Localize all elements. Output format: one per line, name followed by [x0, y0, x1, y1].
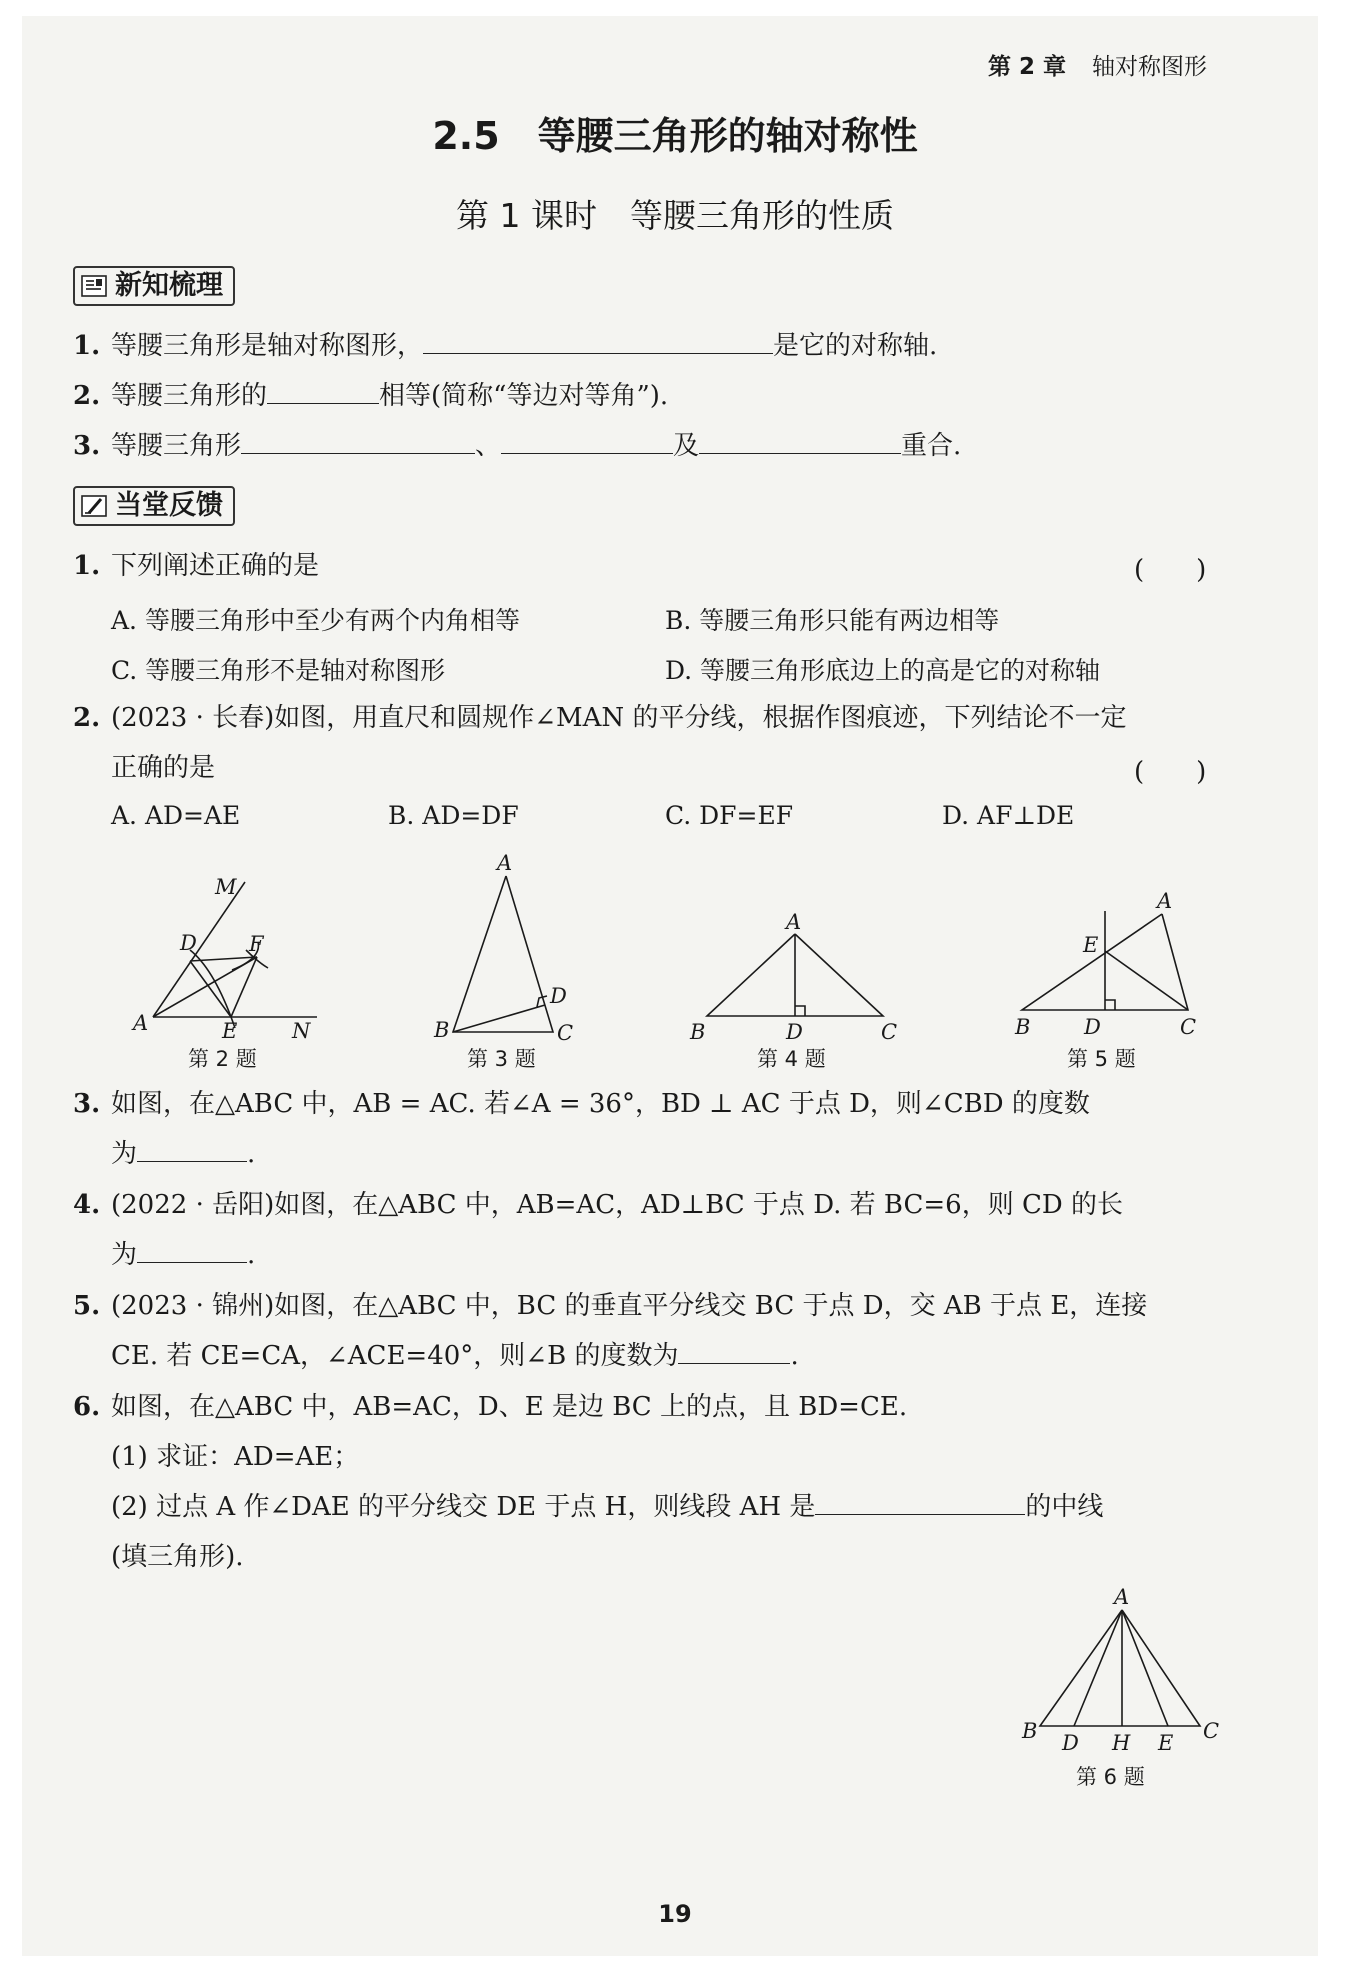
answer-paren[interactable]: ( )	[1134, 555, 1207, 585]
label-b: B	[434, 1018, 450, 1042]
figure-2	[131, 875, 317, 1043]
option-c: C. DF=EF	[665, 801, 794, 830]
question-3-stem: 3. 如图，在△ABC 中，AB = AC. 若∠A = 36°，BD ⊥ AC 于点 D，则∠CBD 的度数	[73, 1089, 1090, 1119]
figure-row	[0, 850, 1350, 1080]
label-n: N	[292, 1019, 311, 1043]
label-d: D	[1062, 1731, 1079, 1755]
label-d: D	[550, 984, 567, 1008]
label-d: D	[786, 1020, 803, 1044]
figure-5-caption: 第 5 题	[1067, 1047, 1136, 1071]
label-a: A	[1157, 889, 1173, 913]
label-m: M	[215, 875, 237, 899]
question-5-stem: 5. (2023 · 锦州)如图，在△ABC 中，BC 的垂直平分线交 BC 于点 D，交 AB 于点 E，连接	[73, 1291, 1148, 1321]
question-6-stem: 6. 如图，在△ABC 中，AB=AC，D、E 是边 BC 上的点，且 BD=CE.	[73, 1392, 908, 1422]
chapter-header: 第 2 章 轴对称图形	[988, 54, 1208, 80]
answer-blank[interactable]	[815, 1490, 1025, 1515]
section-title: 2.5 等腰三角形的轴对称性	[432, 114, 918, 158]
book-icon	[81, 274, 107, 298]
label-h: H	[1112, 1731, 1131, 1755]
page-number: 19	[658, 1900, 692, 1928]
question-5-cont: CE. 若 CE=CA，∠ACE=40°，则∠B 的度数为 .	[111, 1341, 799, 1371]
option-b: B. 等腰三角形只能有两边相等	[665, 606, 1000, 635]
label-c: C	[1203, 1719, 1220, 1743]
option-a: A. AD=AE	[111, 801, 241, 830]
label-c: C	[881, 1020, 898, 1044]
answer-blank[interactable]	[137, 1137, 247, 1162]
label-b: B	[1022, 1719, 1038, 1743]
label-a: A	[497, 851, 513, 875]
label-d: D	[180, 931, 197, 955]
answer-blank[interactable]	[678, 1339, 790, 1364]
knowledge-item-1: 1. 等腰三角形是轴对称图形， 是它的对称轴.	[73, 331, 938, 361]
figure-5	[1014, 889, 1196, 1039]
figure-3	[433, 851, 573, 1045]
answer-blank[interactable]	[501, 429, 673, 454]
label-d: D	[1084, 1015, 1101, 1039]
section-badge-feedback: 当堂反馈	[73, 486, 235, 526]
label-f: F	[249, 932, 264, 956]
figure-6-caption: 第 6 题	[1076, 1765, 1145, 1789]
label-a: A	[786, 910, 802, 934]
question-3-cont: 为 .	[111, 1139, 256, 1169]
label-a: A	[133, 1011, 149, 1035]
knowledge-item-2: 2. 等腰三角形的 相等(简称“等边对等角”).	[73, 381, 669, 411]
question-6-part-2: (2) 过点 A 作∠DAE 的平分线交 DE 于点 H，则线段 AH 是 的中线	[111, 1492, 1104, 1522]
question-6-part-2-cont: (填三角形).	[111, 1542, 244, 1572]
answer-paren[interactable]: ( )	[1134, 757, 1207, 787]
pencil-note-icon	[81, 494, 107, 518]
option-d: D. AF⊥DE	[942, 801, 1075, 830]
lesson-subtitle: 第 1 课时 等腰三角形的性质	[456, 196, 894, 235]
figure-4	[689, 910, 897, 1044]
label-c: C	[1180, 1015, 1197, 1039]
label-b: B	[690, 1020, 706, 1044]
label-e: E	[1083, 933, 1099, 957]
option-d: D. 等腰三角形底边上的高是它的对称轴	[665, 656, 1101, 685]
figure-6	[1000, 1580, 1240, 1790]
label-b: B	[1015, 1015, 1031, 1039]
figure-3-caption: 第 3 题	[467, 1047, 536, 1071]
option-c: C. 等腰三角形不是轴对称图形	[111, 656, 446, 685]
answer-blank[interactable]	[423, 329, 773, 354]
question-4-cont: 为 .	[111, 1240, 256, 1270]
option-b: B. AD=DF	[388, 801, 519, 830]
label-c: C	[557, 1021, 574, 1045]
knowledge-item-3: 3. 等腰三角形 、 及 重合.	[73, 431, 962, 461]
label-e: E	[222, 1019, 238, 1043]
answer-blank[interactable]	[267, 379, 379, 404]
question-4-stem: 4. (2022 · 岳阳)如图，在△ABC 中，AB=AC，AD⊥BC 于点 D. 若 BC=6，则 CD 的长	[73, 1190, 1123, 1220]
answer-blank[interactable]	[699, 429, 901, 454]
figure-2-caption: 第 2 题	[188, 1047, 257, 1071]
question-6-part-1: (1) 求证：AD=AE；	[111, 1442, 360, 1472]
answer-blank[interactable]	[241, 429, 475, 454]
label-e: E	[1158, 1731, 1174, 1755]
question-1-stem: 1. 下列阐述正确的是	[73, 551, 320, 581]
answer-blank[interactable]	[137, 1238, 247, 1263]
section-badge-new-knowledge: 新知梳理	[73, 266, 235, 306]
label-a: A	[1114, 1585, 1130, 1609]
option-a: A. 等腰三角形中至少有两个内角相等	[111, 606, 520, 635]
question-2-stem: 2. (2023 · 长春)如图，用直尺和圆规作∠MAN 的平分线，根据作图痕迹，下列结论不一定	[73, 703, 1127, 733]
figure-4-caption: 第 4 题	[757, 1047, 826, 1071]
question-2-stem-cont: 正确的是	[111, 753, 216, 783]
